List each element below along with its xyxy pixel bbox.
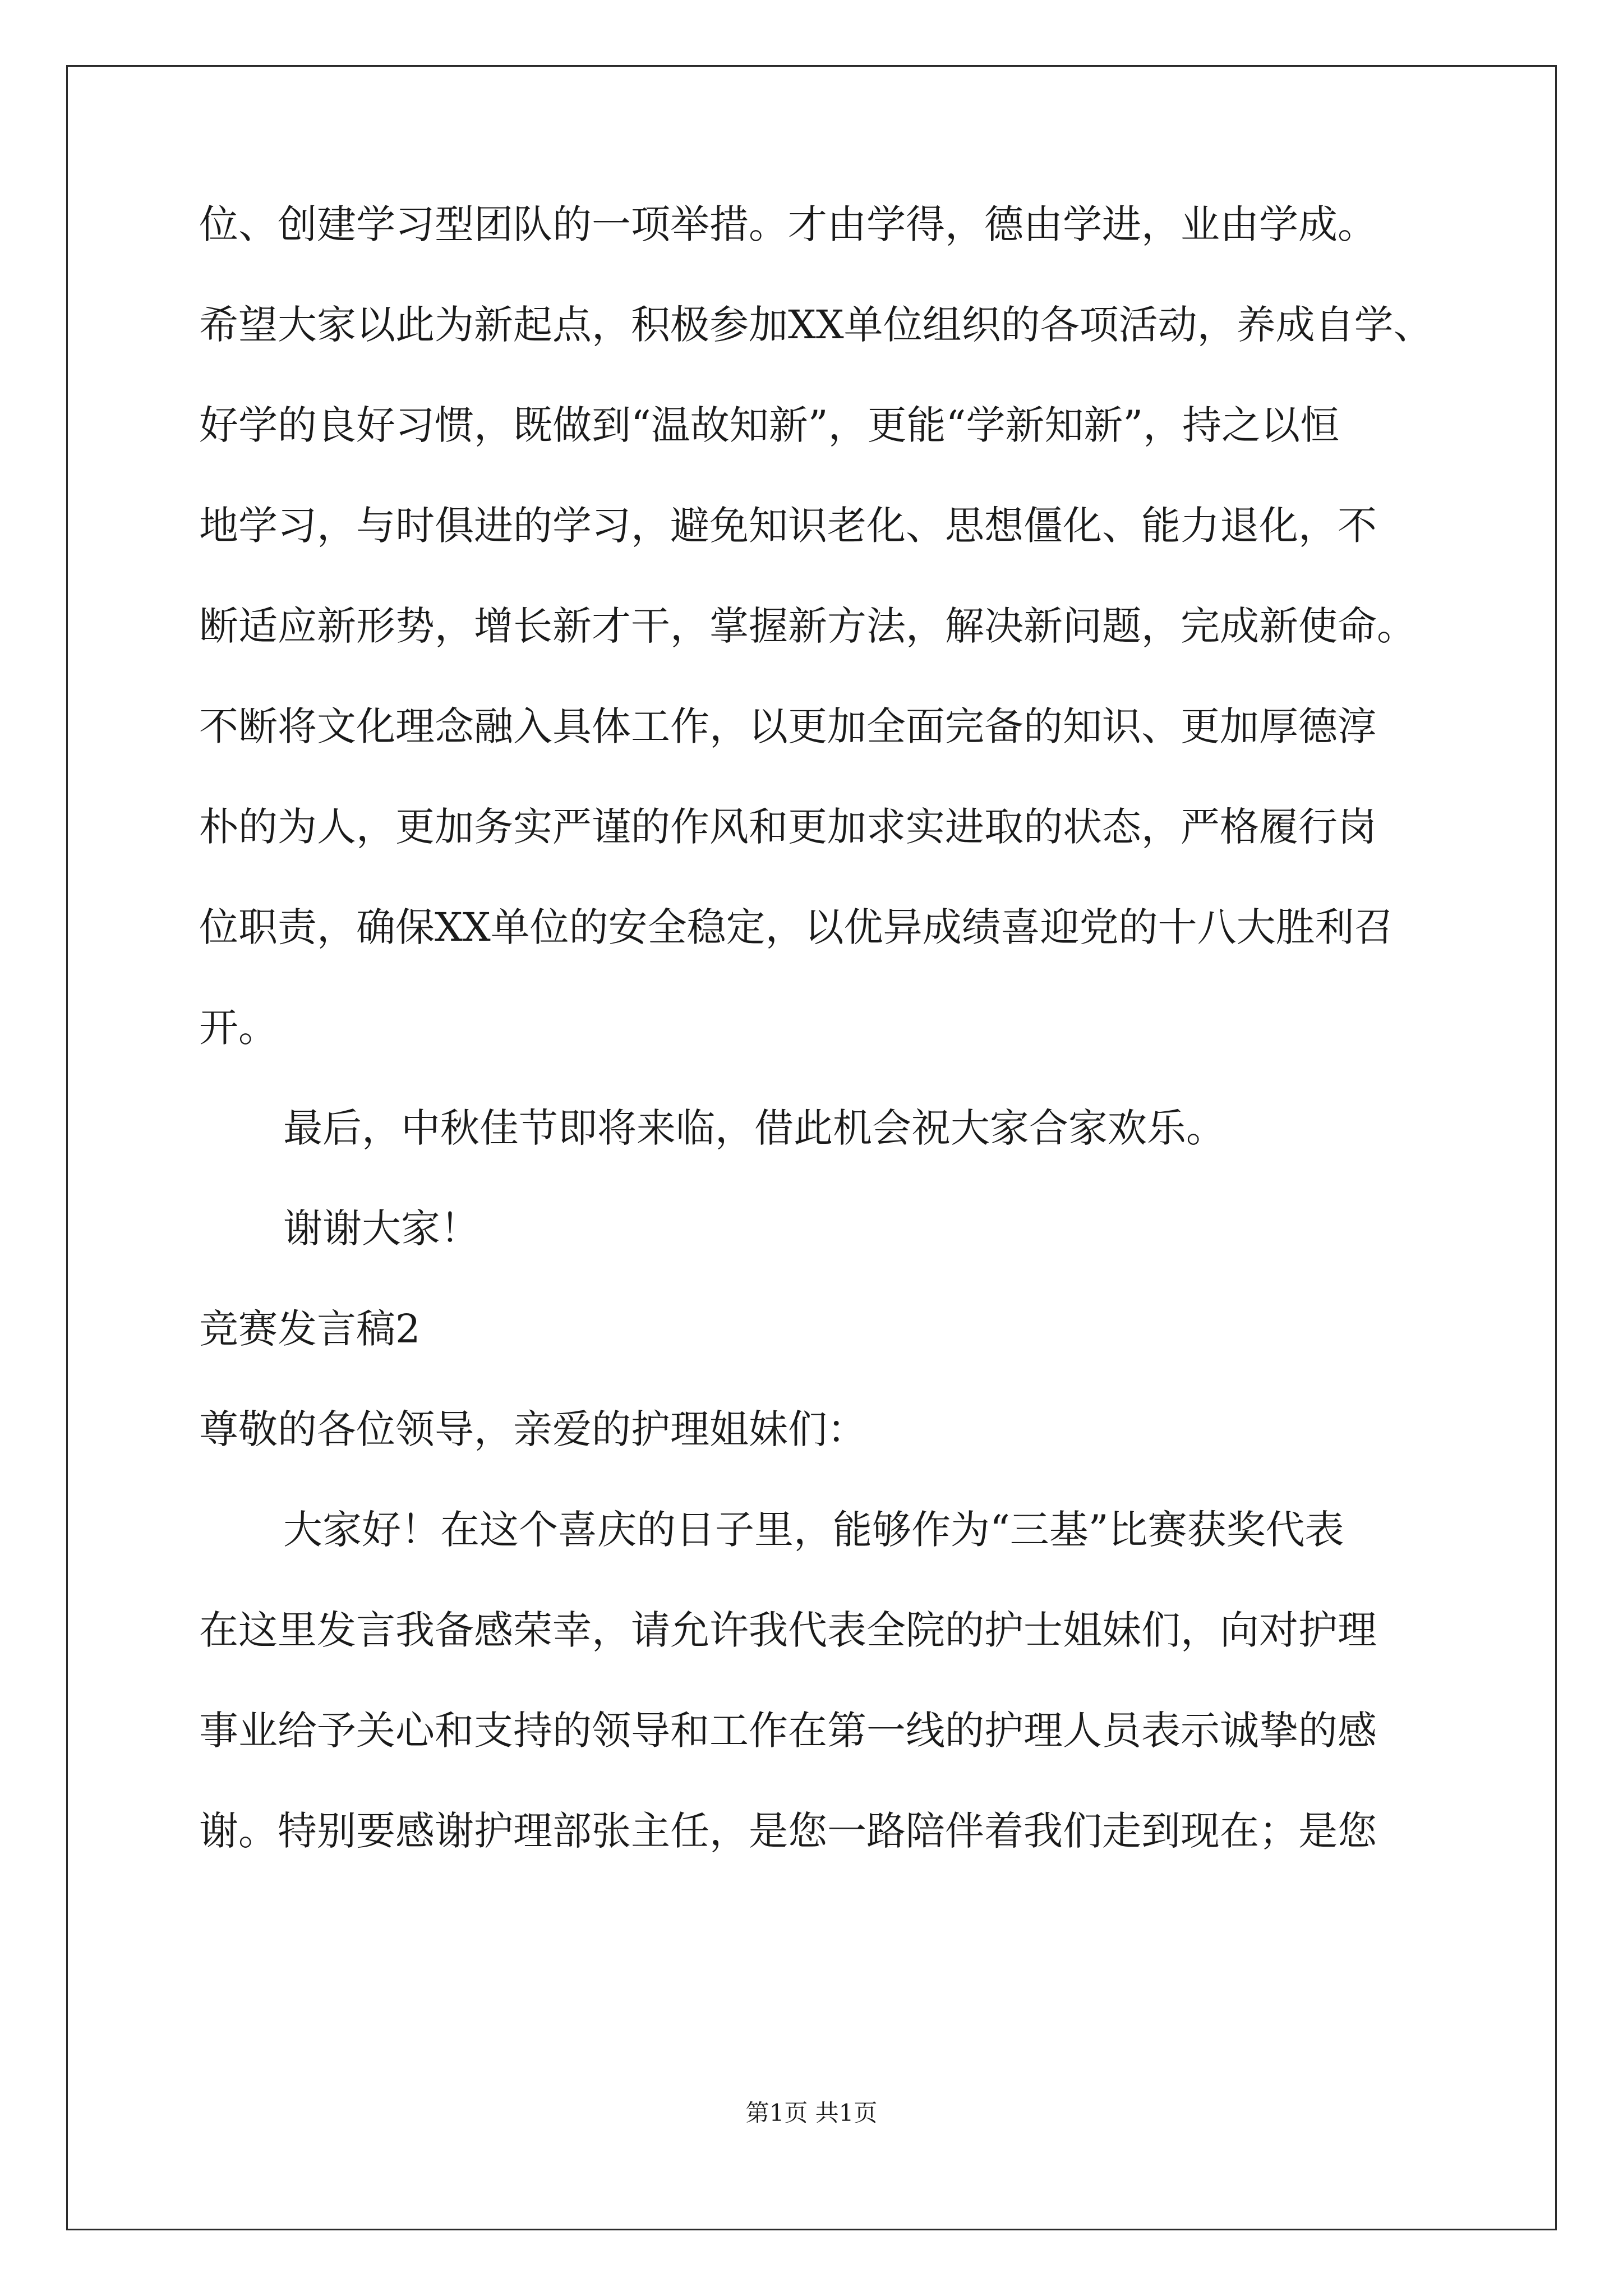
- text-line: 不断将文化理念融入具体工作，以更加全面完备的知识、更加厚德淳: [199, 703, 1377, 749]
- text-line: 谢。特别要感谢护理部张主任，是您一路陪伴着我们走到现在；是您: [199, 1808, 1377, 1854]
- text-line: 位职责，确保XX单位的安全稳定，以优异成绩喜迎党的十八大胜利召: [199, 904, 1394, 950]
- text-line: 大家好！在这个喜庆的日子里，能够作为“三基”比赛获奖代表: [283, 1507, 1344, 1553]
- text-line: 断适应新形势，增长新才干，掌握新方法，解决新问题，完成新使命。: [199, 603, 1416, 649]
- section-title: 竞赛发言稿2: [199, 1306, 421, 1352]
- text-line: 位、创建学习型团队的一项举措。才由学得，德由学进，业由学成。: [199, 201, 1377, 247]
- text-line: 在这里发言我备感荣幸，请允许我代表全院的护士姐妹们，向对护理: [199, 1607, 1377, 1653]
- page-footer: 第1页 共1页: [745, 2099, 878, 2127]
- text-line: 地学习，与时俱进的学习，避免知识老化、思想僵化、能力退化，不: [199, 503, 1377, 549]
- salutation: 尊敬的各位领导，亲爱的护理姐妹们：: [199, 1406, 866, 1452]
- text-line: 朴的为人，更加务实严谨的作风和更加求实进取的状态，严格履行岗: [199, 804, 1377, 850]
- closing-paragraph: 最后，中秋佳节即将来临，借此机会祝大家合家欢乐。: [283, 1105, 1225, 1151]
- text-line: 事业给予关心和支持的领导和工作在第一线的护理人员表示诚挚的感: [199, 1708, 1377, 1754]
- text-line: 开。: [199, 1005, 278, 1051]
- text-line: 好学的良好习惯，既做到“温故知新”，更能“学新知新”，持之以恒: [199, 402, 1340, 448]
- thanks-line: 谢谢大家！: [283, 1205, 479, 1251]
- text-line: 希望大家以此为新起点，积极参加XX单位组织的各项活动，养成自学、: [199, 302, 1433, 348]
